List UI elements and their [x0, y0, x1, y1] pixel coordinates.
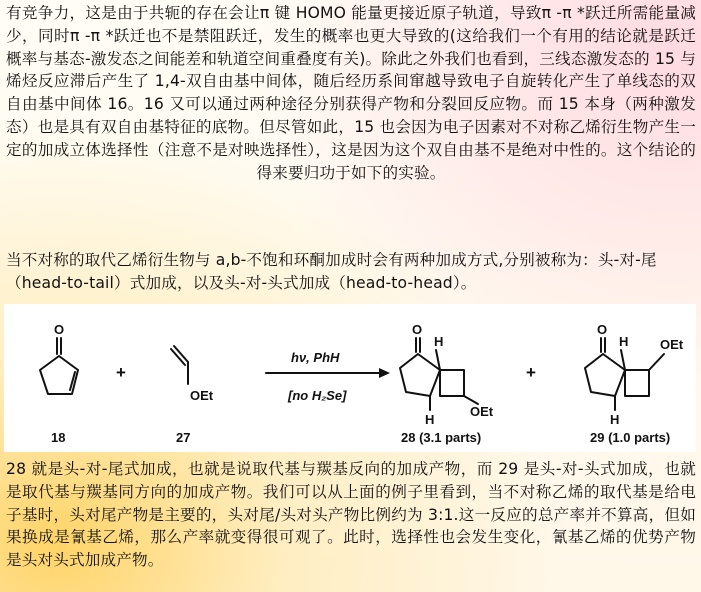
compound-29-ethoxy: OEt — [660, 337, 684, 352]
compound-18-oxygen: O — [54, 322, 65, 337]
compound-18-structure — [40, 338, 78, 394]
compound-29-hydrogen-bottom: H — [610, 412, 620, 427]
reaction-scheme — [4, 304, 696, 452]
compound-28-ethoxy: OEt — [470, 404, 494, 419]
reaction-conditions-below: [no H₂Se] — [288, 388, 347, 403]
compound-27-structure — [171, 346, 188, 384]
compound-label-27: 27 — [176, 430, 191, 445]
compound-label-18: 18 — [51, 430, 66, 445]
compound-29-hydrogen-top: H — [619, 334, 629, 349]
compound-28-oxygen: O — [412, 322, 423, 337]
plus-sign-products: + — [526, 363, 536, 382]
plus-sign-reactants: + — [116, 363, 126, 382]
results-paragraph: 28 就是头-对-尾式加成，也就是说取代基与羰基反向的加成产物，而 29 是头-对-头式加成，也就是取代基与羰基同方向的加成产物。我们可以从上面的例子里看到，当不对称乙烯的取代基是给电子基时，头对尾产物是主要的，头对尾/头对头产物比例约为 3:1.这一反应的总产率并不算高，但如果换成是氰基乙烯，那么产率就变得很可观了。此时，选择性也会发生变化，氰基乙烯的优势产物是头对头式加成产物。 — [6, 460, 696, 570]
reaction-scheme-svg — [4, 304, 696, 452]
compound-27-ethoxy: OEt — [190, 388, 214, 403]
compound-29-oxygen: O — [597, 322, 608, 337]
addition-modes-paragraph: 当不对称的取代乙烯衍生物与 a,b-不饱和环酮加成时会有两种加成方式,分别被称为：头-对-尾（head-to-tail）式加成，以及头-对-头式加成（head-to-head）。 — [6, 251, 657, 292]
intro-paragraph: 有竞争力，这是由于共轭的存在会让π 键 HOMO 能量更接近原子轨道，导致π -π *跃迁所需能量减少，同时π -π *跃迁也不是禁阻跃迁，发生的概率也更大导致的(这给我们一个有用的结论就是跃迁概率与基态-激发态之间能差和轨道空间重叠度有关)。除此之外我们也看到，三线态激发态的 15 与烯烃反应滞后产生了 1,4-双自由基中间体，随后经历系间窜越导致电子自旋转化产生了单线态的双自由基中间体 16。16 又可以通过两种途径分别获得产物和分裂回反应物。而 15 本身（两种激发态）也是具有双自由基特征的底物。但尽管如此，15 也会因为电子因素对不对称乙烯衍生物产生一定的加成立体选择性（注意不是对映选择性），这是因为这个双自由基不是绝对中性的。这个结论的得来要归功于如下的实验。 — [6, 4, 696, 182]
reaction-arrowhead — [379, 368, 390, 378]
compound-label-29: 29 (1.0 parts) — [590, 430, 671, 445]
reaction-conditions-above: hν, PhH — [291, 350, 340, 365]
compound-28-hydrogen-bottom: H — [425, 412, 435, 427]
compound-28-hydrogen-top: H — [434, 334, 444, 349]
compound-label-28: 28 (3.1 parts) — [401, 430, 482, 445]
